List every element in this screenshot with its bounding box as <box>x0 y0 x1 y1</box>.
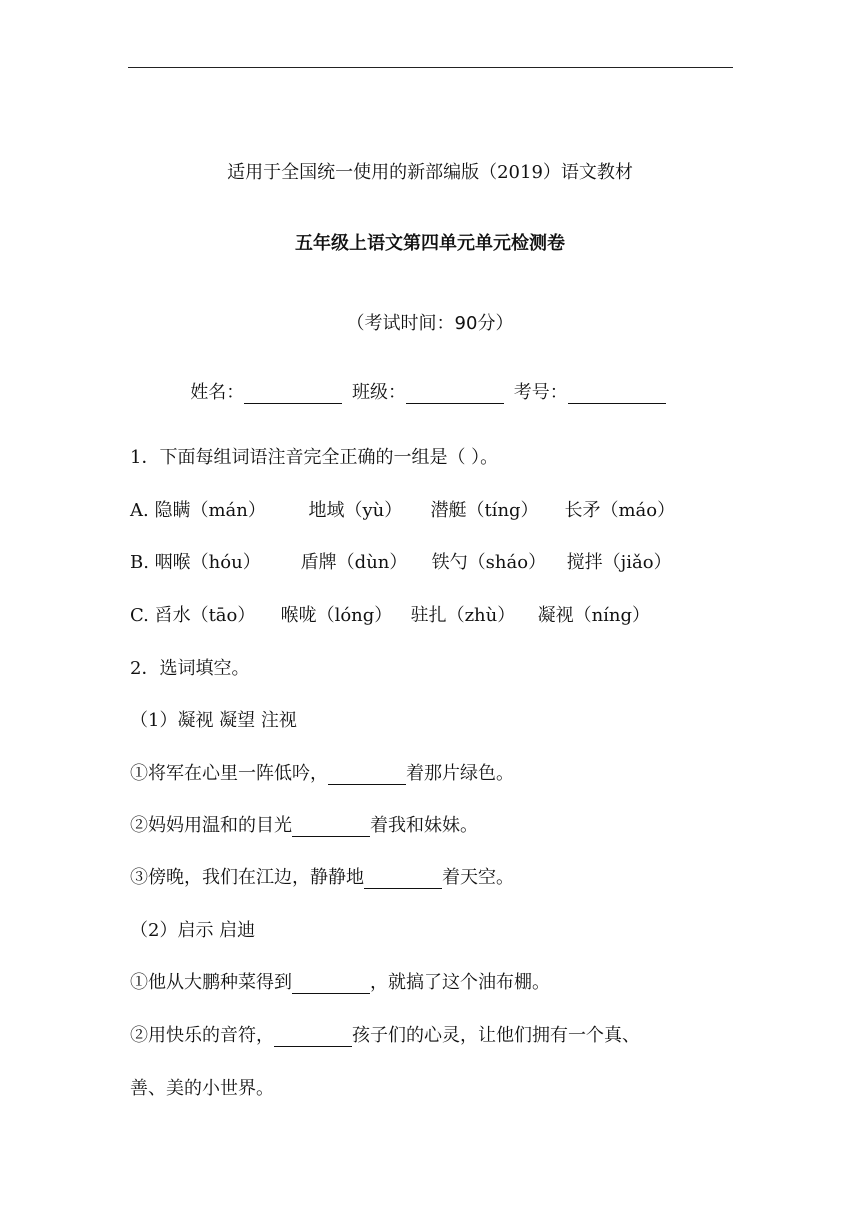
question-1-stem: 1．下面每组词语注音完全正确的一组是（ ）。 <box>130 447 499 468</box>
fill-blank <box>292 975 370 994</box>
document-title: 适用于全国统一使用的新部编版（2019）语文教材 <box>227 162 633 183</box>
question-2-part-2-sentence-2-continued: 善、美的小世界。 <box>130 1078 274 1099</box>
option-b-item: 搅拌（jiǎo） <box>566 552 672 573</box>
question-1-option-c <box>130 601 650 627</box>
sentence-text: ，就搞了这个油布棚。 <box>370 972 550 993</box>
option-c-item: 凝视（níng） <box>537 605 651 626</box>
sentence-text: 着我和妹妹。 <box>370 815 478 836</box>
option-a-prefix: A. <box>130 500 155 521</box>
question-2-part-1-sentence-3 <box>130 863 514 889</box>
number-blank <box>568 385 666 404</box>
fill-blank <box>328 766 406 785</box>
option-c-prefix: C. <box>130 605 155 626</box>
sentence-text: ③傍晚，我们在江边，静静地 <box>130 867 364 888</box>
option-a-item: 隐瞒（mán） <box>154 500 266 521</box>
document-subtitle: 五年级上语文第四单元单元检测卷 <box>295 233 565 254</box>
sentence-text: ①将军在心里一阵低吟， <box>130 763 328 784</box>
option-c-item: 喉咙（lóng） <box>280 605 393 626</box>
question-2-stem: 2．选词填空。 <box>130 658 250 679</box>
student-info-line <box>0 378 860 404</box>
question-1-option-a <box>130 496 675 522</box>
class-blank <box>406 385 504 404</box>
name-blank <box>244 385 342 404</box>
question-2-part-2-sentence-1 <box>130 968 550 994</box>
fill-blank <box>292 818 370 837</box>
option-b-item: 盾牌（dùn） <box>300 552 408 573</box>
option-b-prefix: B. <box>130 552 155 573</box>
question-2-part-2-header: （2）启示 启迪 <box>130 920 256 941</box>
question-1-option-b <box>130 548 672 574</box>
option-a-item: 潜艇（tíng） <box>430 500 539 521</box>
name-label: 姓名： <box>190 382 245 403</box>
sentence-text: 着那片绿色。 <box>406 763 514 784</box>
sentence-text: ②用快乐的音符， <box>130 1025 274 1046</box>
fill-blank <box>364 870 442 889</box>
class-label: 班级： <box>352 382 406 403</box>
option-c-item: 驻扎（zhù） <box>410 605 516 626</box>
question-2-part-1-sentence-2 <box>130 811 478 837</box>
sentence-text: 着天空。 <box>442 867 514 888</box>
question-2-part-2-sentence-2 <box>130 1021 640 1047</box>
option-c-item: 舀水（tāo） <box>154 605 256 626</box>
option-b-item: 铁勺（sháo） <box>431 552 547 573</box>
sentence-text: ②妈妈用温和的目光 <box>130 815 292 836</box>
exam-time: （考试时间：90分） <box>346 313 514 334</box>
option-b-item: 咽喉（hóu） <box>154 552 261 573</box>
option-a-item: 长矛（máo） <box>564 500 676 521</box>
header-rule <box>128 67 733 68</box>
question-2-part-1-header: （1）凝视 凝望 注视 <box>130 710 297 731</box>
fill-blank <box>274 1028 352 1047</box>
option-a-item: 地域（yù） <box>308 500 403 521</box>
sentence-text: ①他从大鹏种菜得到 <box>130 972 292 993</box>
sentence-text: 孩子们的心灵，让他们拥有一个真、 <box>352 1025 640 1046</box>
question-2-part-1-sentence-1 <box>130 759 514 785</box>
number-label: 考号： <box>513 382 568 403</box>
